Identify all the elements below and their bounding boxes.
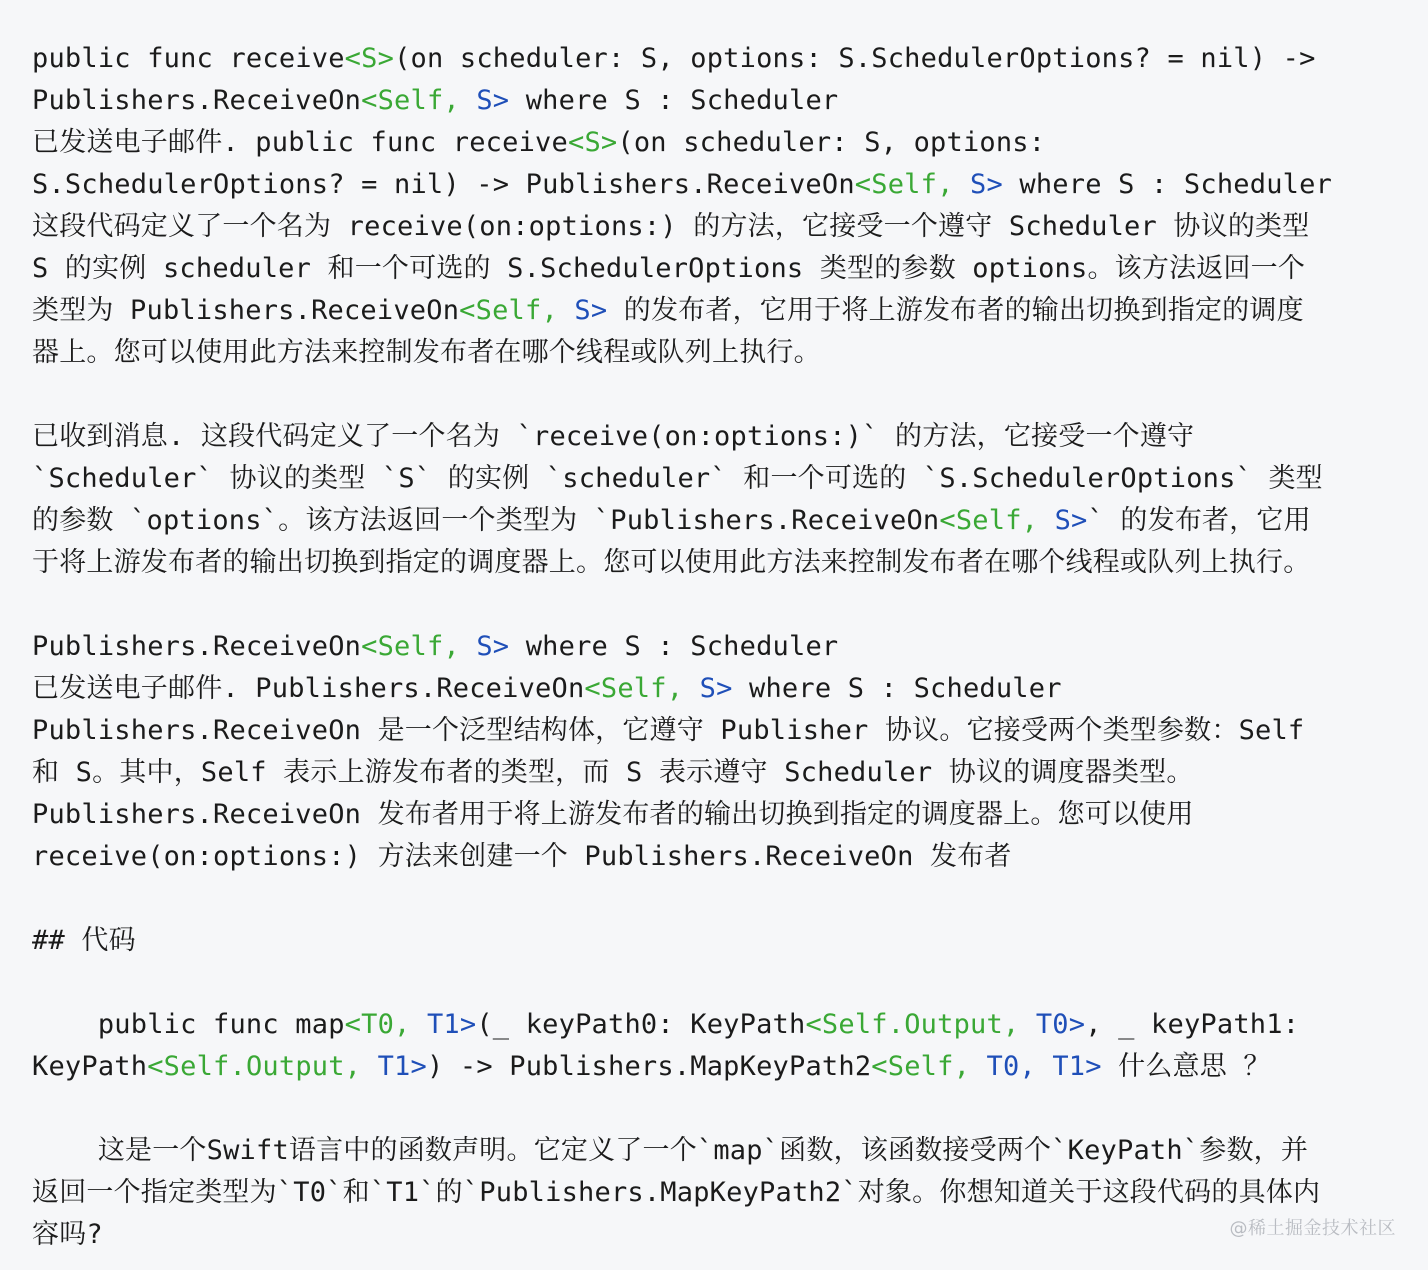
blank-line <box>32 374 1372 416</box>
text-line: Publishers.ReceiveOn<Self, S> where S : Scheduler <box>32 85 839 116</box>
document-body <box>32 38 1372 1256</box>
text-line: 器上。您可以使用此方法来控制发布者在哪个线程或队列上执行。 <box>32 337 821 368</box>
text-line: public func map<T0, T1>(_ keyPath0: KeyPath<Self.Output, T0>, _ keyPath1: <box>32 1009 1300 1040</box>
text-line: 已收到消息. 这段代码定义了一个名为 `receive(on:options:)` 的方法，它接受一个遵守 <box>32 421 1195 452</box>
text-line: 于将上游发布者的输出切换到指定的调度器上。您可以使用此方法来控制发布者在哪个线程或队列上执行。 <box>32 547 1311 578</box>
text-line: ## 代码 <box>32 925 136 956</box>
blank-line <box>32 584 1372 626</box>
text-line: 这段代码定义了一个名为 receive(on:options:) 的方法，它接受一个遵守 Scheduler 协议的类型 <box>32 211 1310 242</box>
text-line: Publishers.ReceiveOn 是一个泛型结构体，它遵守 Publisher 协议。它接受两个类型参数：Self <box>32 715 1305 746</box>
text-line: 返回一个指定类型为`T0`和`T1`的`Publishers.MapKeyPath2`对象。你想知道关于这段代码的具体内 <box>32 1177 1321 1208</box>
text-line: receive(on:options:) 方法来创建一个 Publishers.ReceiveOn 发布者 <box>32 841 1012 872</box>
watermark: @稀土掘金技术社区 <box>1229 1218 1396 1239</box>
text-line: 已发送电子邮件. Publishers.ReceiveOn<Self, S> where S : Scheduler <box>32 673 1062 704</box>
text-line: S.SchedulerOptions? = nil) -> Publishers.ReceiveOn<Self, S> where S : Scheduler <box>32 169 1333 200</box>
blank-line <box>32 878 1372 920</box>
blank-line <box>32 962 1372 1004</box>
text-line: KeyPath<Self.Output, T1>) -> Publishers.MapKeyPath2<Self, T0, T1> 什么意思 ？ <box>32 1051 1271 1082</box>
text-line: 和 S。其中，Self 表示上游发布者的类型，而 S 表示遵守 Scheduler 协议的调度器类型。 <box>32 757 1194 788</box>
text-line: 已发送电子邮件. public func receive<S>(on scheduler: S, options: <box>32 127 1046 158</box>
blank-line <box>32 1088 1372 1130</box>
text-line: 的参数 `options`。该方法返回一个类型为 `Publishers.ReceiveOn<Self, S>` 的发布者，它用 <box>32 505 1311 536</box>
text-line: `Scheduler` 协议的类型 `S` 的实例 `scheduler` 和一个可选的 `S.SchedulerOptions` 类型 <box>32 463 1323 494</box>
text-line: 这是一个Swift语言中的函数声明。它定义了一个`map`函数，该函数接受两个`KeyPath`参数，并 <box>32 1135 1309 1166</box>
text-line: Publishers.ReceiveOn<Self, S> where S : Scheduler <box>32 631 839 662</box>
text-line: 类型为 Publishers.ReceiveOn<Self, S> 的发布者，它用于将上游发布者的输出切换到指定的调度 <box>32 295 1304 326</box>
text-line: S 的实例 scheduler 和一个可选的 S.SchedulerOptions 类型的参数 options。该方法返回一个 <box>32 253 1306 284</box>
text-line: public func receive<S>(on scheduler: S, options: S.SchedulerOptions? = nil) -> <box>32 43 1316 74</box>
text-line: 容吗? <box>32 1219 103 1250</box>
text-line: Publishers.ReceiveOn 发布者用于将上游发布者的输出切换到指定的调度器上。您可以使用 <box>32 799 1194 830</box>
